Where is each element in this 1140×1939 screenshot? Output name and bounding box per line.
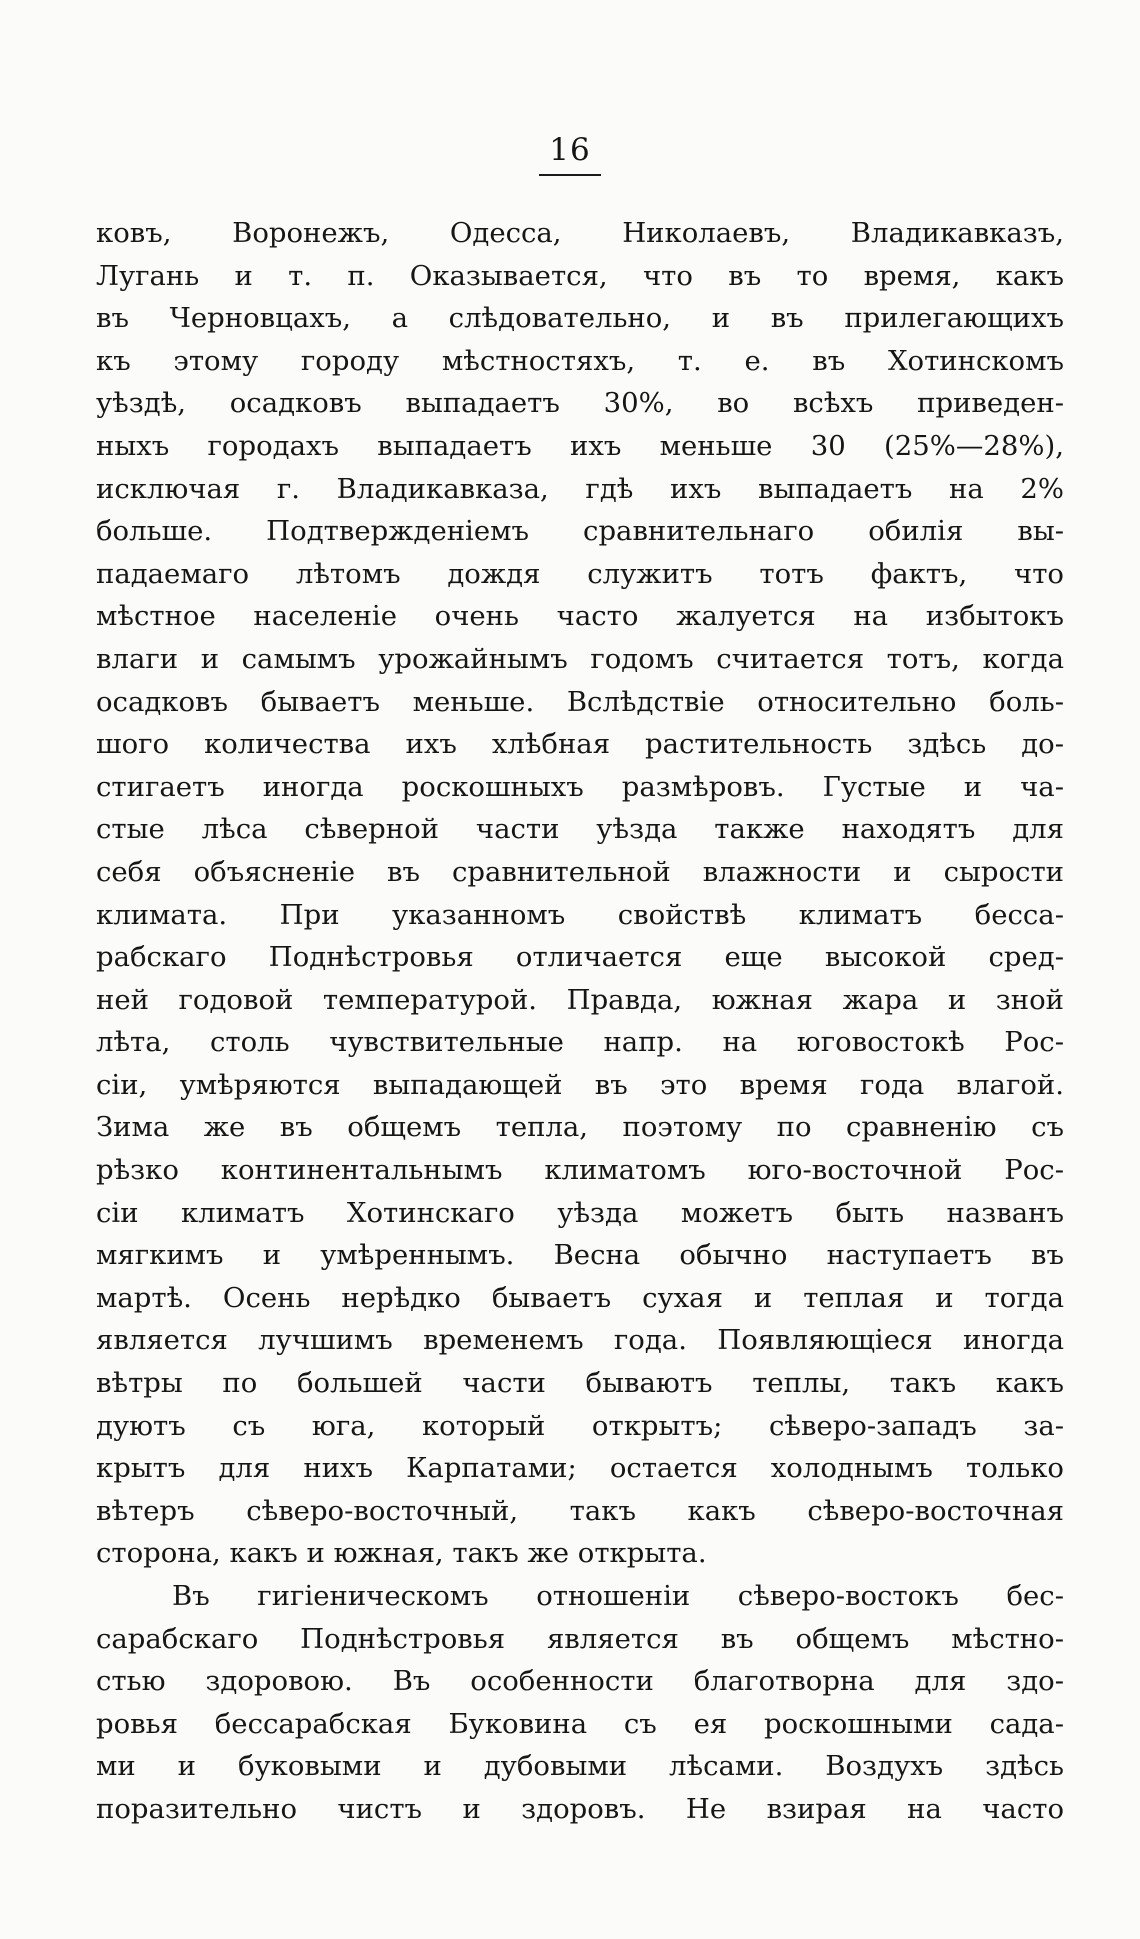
text-line: сіи климатъ Хотинскаго уѣзда можетъ быть названъ [96,1196,1064,1229]
text-line: влаги и самымъ урожайнымъ годомъ считается тотъ, когда [96,642,1064,675]
text-line: ровья бессарабская Буковина съ ея роскошными сада- [96,1707,1064,1740]
text-line: является лучшимъ временемъ года. Появляющіеся иногда [96,1324,1064,1357]
page-number: 16 [539,132,600,176]
text-line: крытъ для нихъ Карпатами; остается холоднымъ только [96,1452,1064,1485]
text-line: Зима же въ общемъ тепла, поэтому по сравненію съ [96,1111,1064,1144]
text-line: мягкимъ и умѣреннымъ. Весна обычно наступаетъ въ [96,1239,1064,1272]
text-line: шого количества ихъ хлѣбная растительность здѣсь до- [96,728,1064,761]
text-line: къ этому городу мѣстностяхъ, т. е. въ Хотинскомъ [96,344,1064,377]
text-line: дуютъ съ юга, который открытъ; сѣверо-западъ за- [96,1409,1064,1442]
text-line: стигаетъ иногда роскошныхъ размѣровъ. Густые и ча- [96,770,1064,803]
text-line: себя объясненіе въ сравнительной влажности и сырости [96,855,1064,888]
text-line-paragraph-start: Въ гигіеническомъ отношеніи сѣверо-востокъ бес- [172,1580,1064,1612]
text-line: мартѣ. Осень нерѣдко бываетъ сухая и теплая и тогда [96,1281,1064,1314]
text-line: ковъ, Воронежъ, Одесса, Николаевъ, Владикавказъ, [96,217,1064,249]
text-line: Лугань и т. п. Оказывается, что въ то время, какъ [96,259,1064,292]
text-line: вѣтеръ сѣверо-восточный, такъ какъ сѣверо-восточная [96,1494,1064,1527]
text-line: стые лѣса сѣверной части уѣзда также находятъ для [96,813,1064,846]
text-line: рѣзко континентальнымъ климатомъ юго-восточной Рос- [96,1154,1064,1187]
text-line: ныхъ городахъ выпадаетъ ихъ меньше 30 (25%—28%), [96,429,1064,462]
text-line: лѣта, столь чувствительные напр. на юговостокѣ Рос- [96,1026,1064,1059]
text-line: уѣздѣ, осадковъ выпадаетъ 30%, во всѣхъ приведен- [96,387,1064,420]
body-text [96,212,1064,1831]
text-line: ми и буковыми и дубовыми лѣсами. Воздухъ здѣсь [96,1750,1064,1783]
text-line-paragraph-end: сторона, какъ и южная, такъ же открыта. [96,1537,707,1570]
text-line: сарабскаго Поднѣстровья является въ общемъ мѣстно- [96,1622,1064,1655]
text-line: стью здоровою. Въ особенности благотворна для здо- [96,1665,1064,1698]
text-line: вѣтры по большей части бываютъ теплы, такъ какъ [96,1367,1064,1400]
text-line: рабскаго Поднѣстровья отличается еще высокой сред- [96,941,1064,974]
text-line: больше. Подтвержденіемъ сравнительнаго обилія вы- [96,515,1064,548]
text-line: мѣстное населеніе очень часто жалуется на избытокъ [96,600,1064,633]
text-line: осадковъ бываетъ меньше. Вслѣдствіе относительно боль- [96,685,1064,718]
text-line: поразительно чистъ и здоровъ. Не взирая на часто [96,1792,1064,1825]
text-line: падаемаго лѣтомъ дождя служитъ тотъ фактъ, что [96,557,1064,590]
page-header [0,132,1140,176]
text-line: сіи, умѣряются выпадающей въ это время года влагой. [96,1068,1064,1101]
text-line: въ Черновцахъ, а слѣдовательно, и въ прилегающихъ [96,302,1064,335]
text-line: климата. При указанномъ свойствѣ климатъ бесса- [96,898,1064,931]
text-line: ней годовой температурой. Правда, южная жара и зной [96,983,1064,1016]
text-line: исключая г. Владикавказа, гдѣ ихъ выпадаетъ на 2% [96,472,1064,505]
